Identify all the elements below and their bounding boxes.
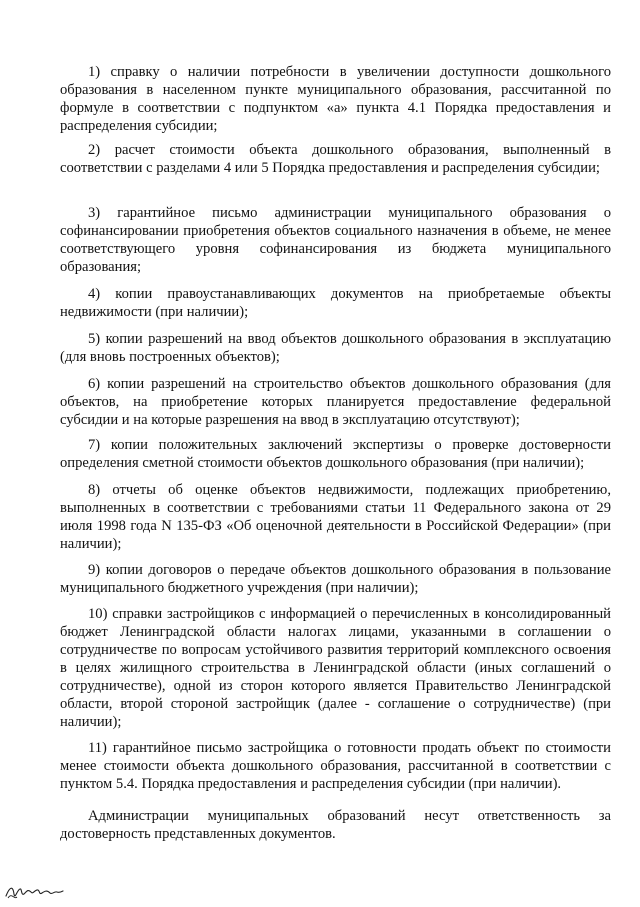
item-text: 6) копии разрешений на строительство объектов дошкольного образования (для объектов, на приобретение которых планируется предоставление федеральной субсидии и на которые разрешения на ввод в эксплуатацию отсутствуют); [60,376,611,428]
item-text: 7) копии положительных заключений экспертизы о проверке достоверности определения сметной стоимости объектов дошкольного образования (при наличии); [60,437,611,471]
list-item [60,436,611,472]
list-item [60,63,611,135]
handwritten-initials-icon [4,880,64,902]
list-item [60,285,611,321]
list-item [60,204,611,276]
list-item [60,141,611,177]
item-text: 3) гарантийное письмо администрации муниципального образования о софинансировании приобретения объектов социального назначения в объеме, не менее соответствующего уровня софинансирования из бюджета муниципального образования; [60,205,611,275]
list-item [60,561,611,597]
closing-text: Администрации муниципальных образований несут ответственность за достоверность представленных документов. [60,808,611,842]
item-text: 11) гарантийное письмо застройщика о готовности продать объект по стоимости менее стоимости объекта дошкольного образования, рассчитанной в соответствии с пунктом 5.4. Порядка предоставления и распределения субсидии (при наличии). [60,740,611,792]
item-text: 8) отчеты об оценке объектов недвижимости, подлежащих приобретению, выполненных в соответствии с требованиями статьи 11 Федерального закона от 29 июля 1998 года N 135-ФЗ «Об оценочной деятельности в Российской Федерации» (при наличии); [60,482,611,552]
item-text: 4) копии правоустанавливающих документов на приобретаемые объекты недвижимости (при наличии); [60,286,611,320]
list-item [60,739,611,793]
closing-paragraph [60,807,611,843]
item-text: 5) копии разрешений на ввод объектов дошкольного образования в эксплуатацию (для вновь построенных объектов); [60,331,611,365]
item-text: 1) справку о наличии потребности в увеличении доступности дошкольного образования в населенном пункте муниципального образования, рассчитанной по формуле в соответствии с подпунктом «а» пункта 4.1 Порядка предоставления и распределения субсидии; [60,64,611,134]
list-item [60,330,611,366]
item-text: 9) копии договоров о передаче объектов дошкольного образования в пользование муниципального бюджетного учреждения (при наличии); [60,562,611,596]
list-item [60,605,611,731]
item-text: 2) расчет стоимости объекта дошкольного образования, выполненный в соответствии с разделами 4 или 5 Порядка предоставления и распределения субсидии; [60,142,611,176]
list-item [60,481,611,553]
item-text: 10) справки застройщиков с информацией о перечисленных в консолидированный бюджет Ленинградской области налогах лицами, указанными в соглашении о сотрудничестве по вопросам устойчивого развития территорий комплексного освоения в целях жилищного строительства в Ленинградской области (иных соглашений о сотрудничестве), одной из сторон которого является Правительство Ленинградской области, второй стороной застройщик (далее - соглашение о сотрудничестве) (при наличии); [60,606,611,730]
list-item [60,375,611,429]
